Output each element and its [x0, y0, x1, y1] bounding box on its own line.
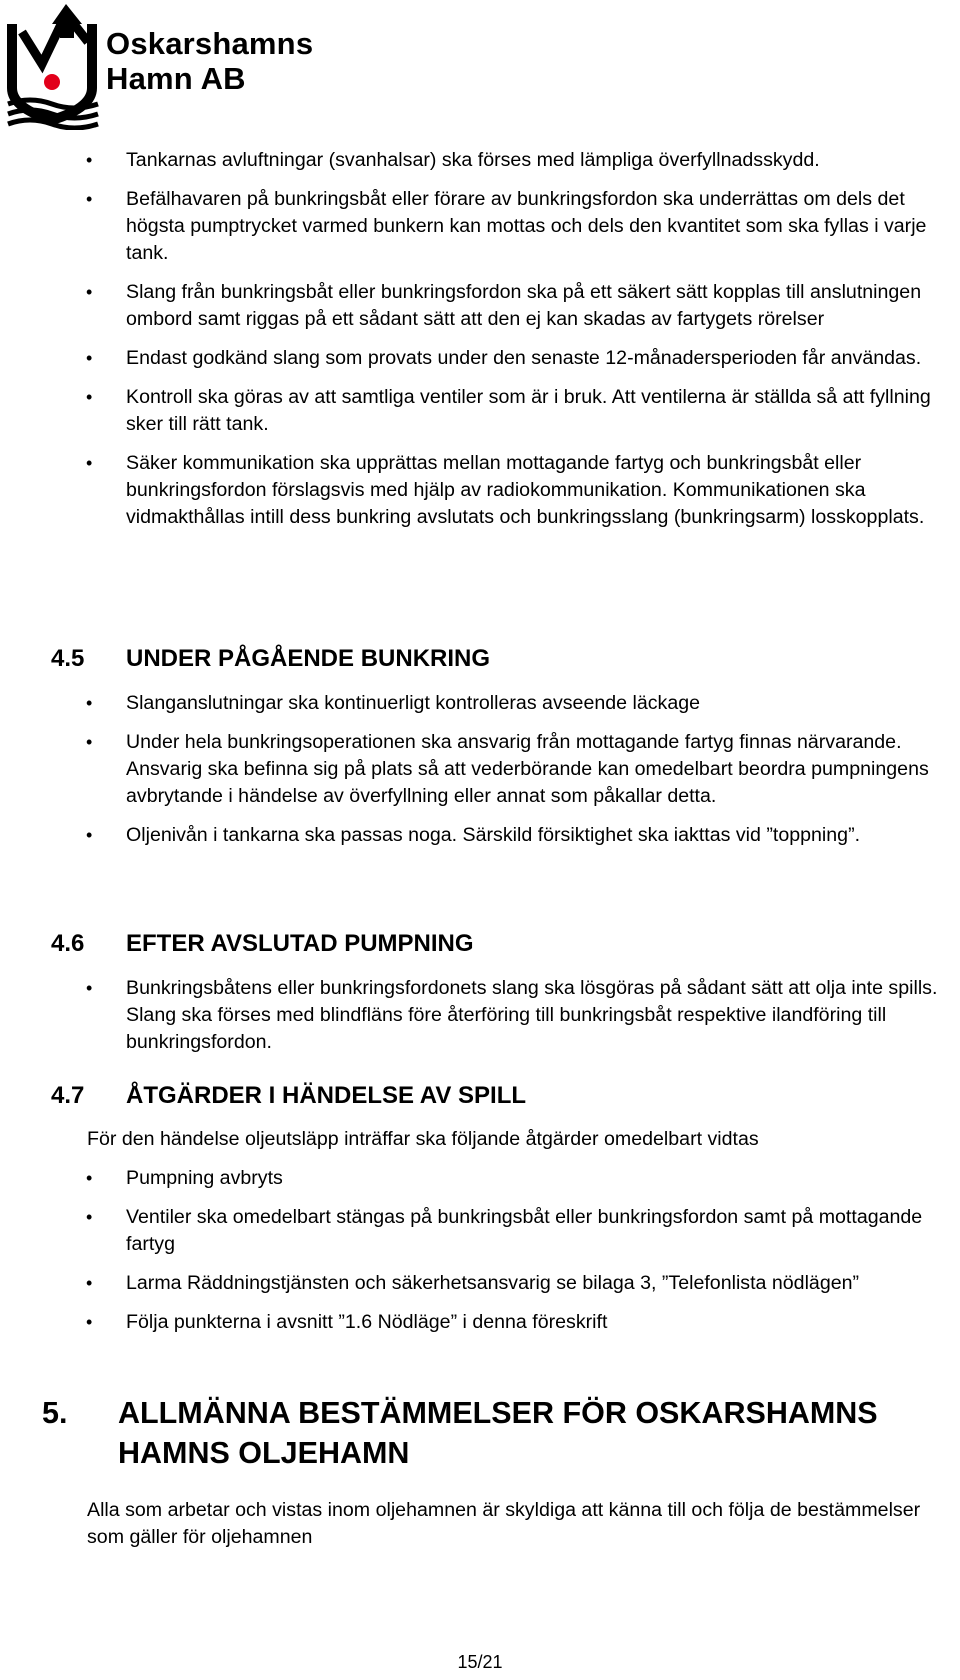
section-title: EFTER AVSLUTAD PUMPNING: [126, 930, 474, 957]
bullet-list-spill-actions: [0, 1165, 960, 1348]
list-item: • Säker kommunikation ska upprättas mellan mottagande fartyg och bunkringsbåt eller bunkringsfordon förslagsvis med hjälp av radiokommunikation. Kommunikationen ska vidmakthållas intill dess bunkring avslutats och bunkringsslang (bunkringsarm) losskopplats.: [0, 450, 960, 531]
section-heading-4-6: [51, 929, 474, 959]
section-title: ÅTGÄRDER I HÄNDELSE AV SPILL: [126, 1082, 527, 1109]
list-item: • Följa punkterna i avsnitt ”1.6 Nödläge” i denna föreskrift: [0, 1309, 960, 1336]
list-item: • Pumpning avbryts: [0, 1165, 960, 1192]
section-title: UNDER PÅGÅENDE BUNKRING: [126, 645, 491, 672]
brand-line-1: Oskarshamns: [106, 26, 314, 61]
section-number: 4.7: [51, 1082, 85, 1109]
chapter-number: 5.: [42, 1396, 68, 1430]
logo-red-dot: [44, 74, 60, 90]
list-item: • Slang från bunkringsbåt eller bunkringsfordon ska på ett säkert sätt kopplas till anslutningen ombord samt riggas på ett sådant sätt att den ej kan skadas av fartygets rörelser: [0, 279, 960, 333]
chapter-heading-5: [42, 1393, 960, 1473]
chapter-paragraph: Alla som arbetar och vistas inom oljehamnen är skyldiga att känna till och följa de bestämmelser som gäller för oljehamnen: [87, 1499, 921, 1548]
list-item: • Befälhavaren på bunkringsbåt eller förare av bunkringsfordon ska underrättas om dels det högsta pumptrycket varmed bunkern kan mottas och dels den kvantitet som ska fyllas i varje tank.: [0, 186, 960, 267]
list-item: • Oljenivån i tankarna ska passas noga. Särskild försiktighet ska iakttas vid ”toppning”.: [0, 822, 960, 849]
section-number: 4.5: [51, 645, 85, 672]
page-number: 15/21: [457, 1652, 503, 1672]
section-heading-4-7: [51, 1081, 526, 1111]
list-item: • Slanganslutningar ska kontinuerligt kontrolleras avseende läckage: [0, 690, 960, 717]
chapter-title: ALLMÄNNA BESTÄMMELSER FÖR OSKARSHAMNS HAMNS OLJEHAMN: [118, 1396, 878, 1470]
section-heading-4-5: [51, 644, 490, 674]
list-item: • Ventiler ska omedelbart stängas på bunkringsbåt eller bunkringsfordon samt på mottagande fartyg: [0, 1204, 960, 1258]
bullet-list-bunkering-prep: [0, 147, 960, 543]
list-item: • Endast godkänd slang som provats under den senaste 12-månadersperioden får användas.: [0, 345, 960, 372]
section-intro: För den händelse oljeutsläpp inträffar ska följande åtgärder omedelbart vidtas: [87, 1128, 759, 1150]
list-item: • Larma Räddningstjänsten och säkerhetsansvarig se bilaga 3, ”Telefonlista nödlägen”: [0, 1270, 960, 1297]
brand-line-2: Hamn AB: [106, 61, 246, 96]
list-item: • Bunkringsbåtens eller bunkringsfordonets slang ska lösgöras på sådant sätt att olja inte spills. Slang ska förses med blindfläns före återföring till bunkringsbåt respektive ilandföring till bunkringsfordon.: [0, 975, 960, 1056]
bullet-list-after-pumping: [0, 975, 960, 1068]
list-item: • Kontroll ska göras av att samtliga ventiler som är i bruk. Att ventilerna är ställda så att fyllning sker till rätt tank.: [0, 384, 960, 438]
list-item: • Tankarnas avluftningar (svanhalsar) ska förses med lämpliga överfyllnadsskydd.: [0, 147, 960, 174]
company-logo: [6, 2, 100, 130]
company-name: [106, 26, 313, 96]
list-item: • Under hela bunkringsoperationen ska ansvarig från mottagande fartyg finnas närvarande. Ansvarig ska befinna sig på plats så att vederbörande kan omedelbart beordra pumpningens avbrytande i händelse av överfyllning eller annat som påkallar detta.: [0, 729, 960, 810]
section-number: 4.6: [51, 930, 85, 957]
bullet-list-during-bunkering: [0, 690, 960, 861]
